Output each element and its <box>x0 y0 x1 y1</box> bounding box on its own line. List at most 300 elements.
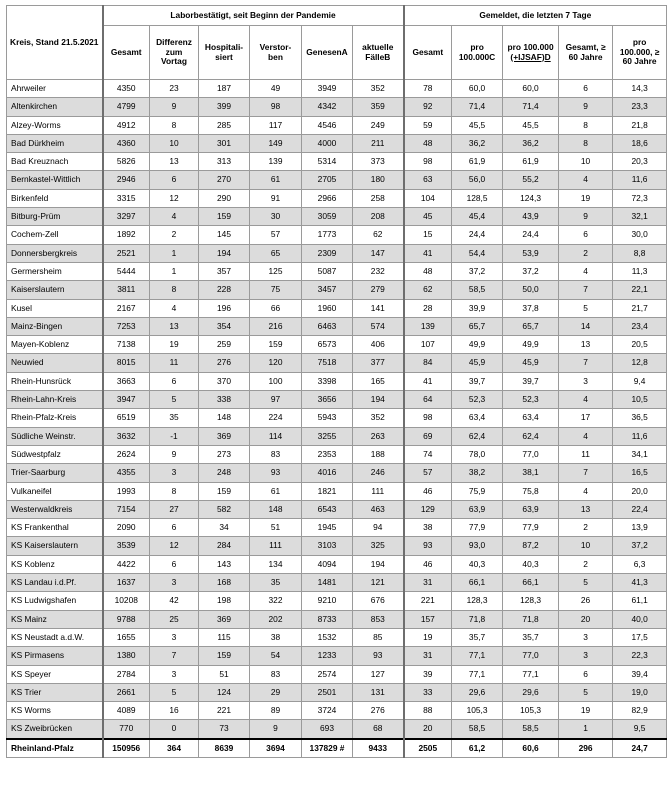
col-header-differenz: Differenz zum Vortag <box>150 26 199 80</box>
cell-genesen: 4000 <box>302 134 353 152</box>
col-header-pro-100k-ijsaf-line2: (+IJSAF)D <box>510 51 551 62</box>
cell-pro-100k: 37,2 <box>452 262 503 280</box>
cell-genesen: 4342 <box>302 98 353 116</box>
col-header-pro-100k-ijsaf-line1: pro 100.000 <box>507 41 554 52</box>
cell-pro-100k: 56,0 <box>452 171 503 189</box>
cell-verstorben: 134 <box>250 555 302 573</box>
total-differenz: 364 <box>150 739 199 758</box>
cell-gesamt-60: 19 <box>559 702 613 720</box>
cell-pro-100k-ijsaf: 50,0 <box>503 281 559 299</box>
cell-pro-100k: 71,4 <box>452 98 503 116</box>
cell-kreis-name: KS Trier <box>7 683 103 701</box>
cell-aktuelle-faelle: 463 <box>353 500 404 518</box>
covid-district-table <box>6 5 667 758</box>
table-row <box>7 391 667 409</box>
cell-7d-gesamt: 46 <box>404 482 452 500</box>
cell-pro-100k-ijsaf: 77,1 <box>503 665 559 683</box>
cell-7d-gesamt: 45 <box>404 208 452 226</box>
cell-7d-gesamt: 41 <box>404 244 452 262</box>
cell-hospitalisiert: 51 <box>199 665 250 683</box>
col-header-hospitalisiert: Hospitali-siert <box>199 26 250 80</box>
cell-gesamt: 3811 <box>103 281 150 299</box>
table-row <box>7 628 667 646</box>
cell-pro-100k: 29,6 <box>452 683 503 701</box>
total-verstorben: 3694 <box>250 739 302 758</box>
cell-kreis-name: Vulkaneifel <box>7 482 103 500</box>
cell-hospitalisiert: 357 <box>199 262 250 280</box>
cell-aktuelle-faelle: 246 <box>353 464 404 482</box>
cell-gesamt: 4355 <box>103 464 150 482</box>
cell-gesamt-60: 6 <box>559 226 613 244</box>
cell-pro-100k-60: 36,5 <box>613 409 667 427</box>
cell-pro-100k: 35,7 <box>452 628 503 646</box>
cell-differenz: 19 <box>150 336 199 354</box>
cell-pro-100k-60: 17,5 <box>613 628 667 646</box>
cell-aktuelle-faelle: 111 <box>353 482 404 500</box>
cell-pro-100k-ijsaf: 49,9 <box>503 336 559 354</box>
cell-pro-100k-ijsaf: 62,4 <box>503 427 559 445</box>
cell-genesen: 5087 <box>302 262 353 280</box>
cell-aktuelle-faelle: 131 <box>353 683 404 701</box>
cell-gesamt: 3315 <box>103 189 150 207</box>
col-header-gesamt: Gesamt <box>103 26 150 80</box>
cell-differenz: 12 <box>150 189 199 207</box>
cell-7d-gesamt: 41 <box>404 372 452 390</box>
col-header-genesen: GenesenA <box>302 26 353 80</box>
cell-aktuelle-faelle: 68 <box>353 720 404 739</box>
cell-hospitalisiert: 159 <box>199 208 250 226</box>
cell-pro-100k-ijsaf: 61,9 <box>503 153 559 171</box>
cell-verstorben: 51 <box>250 519 302 537</box>
cell-pro-100k: 65,7 <box>452 317 503 335</box>
table-row <box>7 445 667 463</box>
cell-kreis-name: KS Ludwigshafen <box>7 592 103 610</box>
cell-pro-100k-60: 21,7 <box>613 299 667 317</box>
cell-pro-100k-60: 37,2 <box>613 537 667 555</box>
cell-gesamt-60: 4 <box>559 171 613 189</box>
cell-pro-100k: 62,4 <box>452 427 503 445</box>
cell-hospitalisiert: 399 <box>199 98 250 116</box>
cell-kreis-name: Trier-Saarburg <box>7 464 103 482</box>
cell-differenz: 13 <box>150 153 199 171</box>
cell-7d-gesamt: 48 <box>404 262 452 280</box>
cell-pro-100k-60: 39,4 <box>613 665 667 683</box>
cell-gesamt: 2521 <box>103 244 150 262</box>
cell-verstorben: 111 <box>250 537 302 555</box>
cell-gesamt: 2090 <box>103 519 150 537</box>
cell-7d-gesamt: 19 <box>404 628 452 646</box>
cell-7d-gesamt: 139 <box>404 317 452 335</box>
cell-7d-gesamt: 46 <box>404 555 452 573</box>
cell-aktuelle-faelle: 94 <box>353 519 404 537</box>
cell-pro-100k: 60,0 <box>452 80 503 98</box>
cell-7d-gesamt: 20 <box>404 720 452 739</box>
cell-pro-100k-ijsaf: 40,3 <box>503 555 559 573</box>
cell-gesamt-60: 19 <box>559 189 613 207</box>
cell-7d-gesamt: 28 <box>404 299 452 317</box>
cell-aktuelle-faelle: 279 <box>353 281 404 299</box>
cell-hospitalisiert: 198 <box>199 592 250 610</box>
cell-gesamt: 1637 <box>103 574 150 592</box>
cell-7d-gesamt: 98 <box>404 153 452 171</box>
cell-pro-100k: 49,9 <box>452 336 503 354</box>
cell-verstorben: 120 <box>250 354 302 372</box>
cell-hospitalisiert: 115 <box>199 628 250 646</box>
cell-pro-100k-60: 61,1 <box>613 592 667 610</box>
table-row <box>7 116 667 134</box>
cell-pro-100k: 128,5 <box>452 189 503 207</box>
cell-7d-gesamt: 88 <box>404 702 452 720</box>
cell-differenz: 27 <box>150 500 199 518</box>
cell-gesamt-60: 8 <box>559 134 613 152</box>
cell-aktuelle-faelle: 676 <box>353 592 404 610</box>
cell-genesen: 3059 <box>302 208 353 226</box>
cell-7d-gesamt: 57 <box>404 464 452 482</box>
cell-gesamt: 4799 <box>103 98 150 116</box>
cell-hospitalisiert: 370 <box>199 372 250 390</box>
cell-pro-100k: 40,3 <box>452 555 503 573</box>
cell-aktuelle-faelle: 188 <box>353 445 404 463</box>
covid-table-document <box>6 5 666 758</box>
cell-gesamt-60: 7 <box>559 354 613 372</box>
cell-7d-gesamt: 59 <box>404 116 452 134</box>
table-row <box>7 317 667 335</box>
total-pro-100k-60: 24,7 <box>613 739 667 758</box>
cell-pro-100k-ijsaf: 71,8 <box>503 610 559 628</box>
cell-gesamt-60: 5 <box>559 574 613 592</box>
cell-7d-gesamt: 69 <box>404 427 452 445</box>
cell-verstorben: 83 <box>250 445 302 463</box>
cell-pro-100k-60: 19,0 <box>613 683 667 701</box>
cell-pro-100k-60: 23,4 <box>613 317 667 335</box>
cell-differenz: 25 <box>150 610 199 628</box>
cell-aktuelle-faelle: 141 <box>353 299 404 317</box>
cell-differenz: 5 <box>150 391 199 409</box>
cell-genesen: 2501 <box>302 683 353 701</box>
cell-kreis-name: Alzey-Worms <box>7 116 103 134</box>
table-row <box>7 647 667 665</box>
cell-7d-gesamt: 78 <box>404 80 452 98</box>
cell-pro-100k-ijsaf: 66,1 <box>503 574 559 592</box>
cell-gesamt-60: 20 <box>559 610 613 628</box>
cell-hospitalisiert: 159 <box>199 647 250 665</box>
cell-aktuelle-faelle: 325 <box>353 537 404 555</box>
cell-pro-100k: 61,9 <box>452 153 503 171</box>
table-body <box>7 80 667 739</box>
cell-genesen: 3949 <box>302 80 353 98</box>
table-row <box>7 592 667 610</box>
cell-7d-gesamt: 33 <box>404 683 452 701</box>
cell-gesamt: 1655 <box>103 628 150 646</box>
total-aktuelle-faelle: 9433 <box>353 739 404 758</box>
table-row <box>7 262 667 280</box>
cell-pro-100k-60: 6,3 <box>613 555 667 573</box>
cell-gesamt-60: 2 <box>559 244 613 262</box>
col-header-7d-gesamt: Gesamt <box>404 26 452 80</box>
cell-aktuelle-faelle: 352 <box>353 80 404 98</box>
cell-gesamt: 4089 <box>103 702 150 720</box>
cell-pro-100k-ijsaf: 65,7 <box>503 317 559 335</box>
cell-pro-100k-60: 41,3 <box>613 574 667 592</box>
cell-pro-100k: 45,5 <box>452 116 503 134</box>
cell-pro-100k: 71,8 <box>452 610 503 628</box>
cell-pro-100k-60: 20,5 <box>613 336 667 354</box>
cell-hospitalisiert: 285 <box>199 116 250 134</box>
cell-kreis-name: KS Zweibrücken <box>7 720 103 739</box>
total-7d-gesamt: 2505 <box>404 739 452 758</box>
cell-pro-100k-60: 11,6 <box>613 427 667 445</box>
cell-kreis-name: Rhein-Lahn-Kreis <box>7 391 103 409</box>
cell-hospitalisiert: 73 <box>199 720 250 739</box>
cell-gesamt-60: 7 <box>559 464 613 482</box>
cell-pro-100k-ijsaf: 75,8 <box>503 482 559 500</box>
table-row <box>7 683 667 701</box>
cell-gesamt-60: 26 <box>559 592 613 610</box>
cell-pro-100k-ijsaf: 63,4 <box>503 409 559 427</box>
cell-pro-100k: 38,2 <box>452 464 503 482</box>
cell-genesen: 4016 <box>302 464 353 482</box>
col-header-aktuelle-faelle: aktuelle FälleB <box>353 26 404 80</box>
cell-genesen: 3724 <box>302 702 353 720</box>
cell-aktuelle-faelle: 406 <box>353 336 404 354</box>
cell-aktuelle-faelle: 194 <box>353 391 404 409</box>
cell-gesamt: 770 <box>103 720 150 739</box>
cell-pro-100k-60: 16,5 <box>613 464 667 482</box>
cell-pro-100k-ijsaf: 52,3 <box>503 391 559 409</box>
cell-pro-100k-ijsaf: 77,9 <box>503 519 559 537</box>
cell-gesamt: 2784 <box>103 665 150 683</box>
cell-kreis-name: Bad Kreuznach <box>7 153 103 171</box>
cell-genesen: 1233 <box>302 647 353 665</box>
table-row <box>7 134 667 152</box>
cell-7d-gesamt: 39 <box>404 665 452 683</box>
cell-hospitalisiert: 148 <box>199 409 250 427</box>
cell-7d-gesamt: 38 <box>404 519 452 537</box>
cell-kreis-name: Westerwaldkreis <box>7 500 103 518</box>
cell-aktuelle-faelle: 147 <box>353 244 404 262</box>
cell-kreis-name: Germersheim <box>7 262 103 280</box>
cell-aktuelle-faelle: 853 <box>353 610 404 628</box>
cell-genesen: 8733 <box>302 610 353 628</box>
cell-kreis-name: Mainz-Bingen <box>7 317 103 335</box>
cell-verstorben: 61 <box>250 482 302 500</box>
total-name: Rheinland-Pfalz <box>7 739 103 758</box>
total-genesen: 137829 # <box>302 739 353 758</box>
cell-pro-100k: 39,9 <box>452 299 503 317</box>
cell-kreis-name: Kaiserslautern <box>7 281 103 299</box>
cell-gesamt: 4912 <box>103 116 150 134</box>
cell-genesen: 1532 <box>302 628 353 646</box>
table-row <box>7 720 667 739</box>
cell-verstorben: 125 <box>250 262 302 280</box>
cell-hospitalisiert: 284 <box>199 537 250 555</box>
cell-kreis-name: KS Frankenthal <box>7 519 103 537</box>
cell-pro-100k-ijsaf: 63,9 <box>503 500 559 518</box>
cell-gesamt: 7138 <box>103 336 150 354</box>
cell-kreis-name: KS Pirmasens <box>7 647 103 665</box>
cell-pro-100k-60: 11,3 <box>613 262 667 280</box>
cell-pro-100k-60: 34,1 <box>613 445 667 463</box>
cell-gesamt-60: 17 <box>559 409 613 427</box>
cell-pro-100k-ijsaf: 124,3 <box>503 189 559 207</box>
cell-pro-100k-60: 32,1 <box>613 208 667 226</box>
cell-aktuelle-faelle: 359 <box>353 98 404 116</box>
cell-7d-gesamt: 92 <box>404 98 452 116</box>
total-pro-100k: 61,2 <box>452 739 503 758</box>
table-row <box>7 281 667 299</box>
cell-gesamt: 3297 <box>103 208 150 226</box>
cell-pro-100k-ijsaf: 60,0 <box>503 80 559 98</box>
cell-pro-100k-ijsaf: 38,1 <box>503 464 559 482</box>
cell-differenz: 3 <box>150 574 199 592</box>
cell-pro-100k-60: 30,0 <box>613 226 667 244</box>
cell-differenz: 8 <box>150 482 199 500</box>
cell-differenz: 8 <box>150 116 199 134</box>
cell-gesamt-60: 6 <box>559 665 613 683</box>
cell-aktuelle-faelle: 180 <box>353 171 404 189</box>
table-row <box>7 372 667 390</box>
cell-hospitalisiert: 124 <box>199 683 250 701</box>
table-row <box>7 427 667 445</box>
cell-differenz: 10 <box>150 134 199 152</box>
cell-differenz: 6 <box>150 555 199 573</box>
cell-pro-100k: 39,7 <box>452 372 503 390</box>
cell-aktuelle-faelle: 373 <box>353 153 404 171</box>
cell-7d-gesamt: 63 <box>404 171 452 189</box>
cell-aktuelle-faelle: 249 <box>353 116 404 134</box>
col-header-pro-100k-line2: 100.000C <box>458 51 496 62</box>
cell-differenz: 0 <box>150 720 199 739</box>
cell-kreis-name: Kusel <box>7 299 103 317</box>
cell-hospitalisiert: 273 <box>199 445 250 463</box>
cell-pro-100k-60: 82,9 <box>613 702 667 720</box>
group-header-lab-confirmed: Laborbestätigt, seit Beginn der Pandemie <box>103 6 404 26</box>
cell-kreis-name: Bernkastel-Wittlich <box>7 171 103 189</box>
cell-pro-100k: 105,3 <box>452 702 503 720</box>
cell-kreis-name: Rhein-Hunsrück <box>7 372 103 390</box>
cell-kreis-name: KS Kaiserslautern <box>7 537 103 555</box>
cell-pro-100k: 75,9 <box>452 482 503 500</box>
cell-pro-100k-ijsaf: 77,0 <box>503 647 559 665</box>
cell-pro-100k-ijsaf: 35,7 <box>503 628 559 646</box>
cell-pro-100k-60: 9,4 <box>613 372 667 390</box>
cell-7d-gesamt: 221 <box>404 592 452 610</box>
cell-hospitalisiert: 228 <box>199 281 250 299</box>
cell-hospitalisiert: 194 <box>199 244 250 262</box>
cell-pro-100k-ijsaf: 37,8 <box>503 299 559 317</box>
cell-pro-100k-ijsaf: 71,4 <box>503 98 559 116</box>
cell-7d-gesamt: 74 <box>404 445 452 463</box>
cell-gesamt: 4360 <box>103 134 150 152</box>
table-row <box>7 555 667 573</box>
cell-differenz: 5 <box>150 683 199 701</box>
cell-genesen: 4546 <box>302 116 353 134</box>
table-row <box>7 153 667 171</box>
cell-gesamt-60: 6 <box>559 80 613 98</box>
cell-kreis-name: Altenkirchen <box>7 98 103 116</box>
cell-pro-100k-60: 10,5 <box>613 391 667 409</box>
cell-7d-gesamt: 31 <box>404 574 452 592</box>
col-header-pro-100k-60: pro 100.000, ≥ 60 Jahre <box>613 26 667 80</box>
cell-pro-100k-ijsaf: 105,3 <box>503 702 559 720</box>
cell-aktuelle-faelle: 258 <box>353 189 404 207</box>
cell-differenz: 12 <box>150 537 199 555</box>
cell-kreis-name: KS Worms <box>7 702 103 720</box>
cell-hospitalisiert: 582 <box>199 500 250 518</box>
cell-genesen: 5943 <box>302 409 353 427</box>
cell-differenz: 42 <box>150 592 199 610</box>
cell-verstorben: 89 <box>250 702 302 720</box>
cell-gesamt-60: 2 <box>559 555 613 573</box>
cell-pro-100k-ijsaf: 24,4 <box>503 226 559 244</box>
table-row <box>7 80 667 98</box>
cell-verstorben: 148 <box>250 500 302 518</box>
table-row <box>7 409 667 427</box>
col-header-verstorben: Verstor-ben <box>250 26 302 80</box>
cell-pro-100k: 77,9 <box>452 519 503 537</box>
cell-verstorben: 149 <box>250 134 302 152</box>
cell-gesamt-60: 3 <box>559 647 613 665</box>
cell-verstorben: 97 <box>250 391 302 409</box>
cell-genesen: 3103 <box>302 537 353 555</box>
cell-gesamt: 1892 <box>103 226 150 244</box>
cell-pro-100k-60: 72,3 <box>613 189 667 207</box>
group-header-last-7-days: Gemeldet, die letzten 7 Tage <box>404 6 667 26</box>
cell-pro-100k: 93,0 <box>452 537 503 555</box>
cell-gesamt-60: 2 <box>559 519 613 537</box>
cell-pro-100k-60: 12,8 <box>613 354 667 372</box>
cell-pro-100k-ijsaf: 37,2 <box>503 262 559 280</box>
table-row <box>7 574 667 592</box>
cell-aktuelle-faelle: 211 <box>353 134 404 152</box>
cell-hospitalisiert: 221 <box>199 702 250 720</box>
table-row <box>7 189 667 207</box>
cell-genesen: 1945 <box>302 519 353 537</box>
cell-aktuelle-faelle: 574 <box>353 317 404 335</box>
cell-pro-100k-ijsaf: 87,2 <box>503 537 559 555</box>
cell-verstorben: 139 <box>250 153 302 171</box>
cell-kreis-name: Bad Dürkheim <box>7 134 103 152</box>
cell-genesen: 1773 <box>302 226 353 244</box>
cell-genesen: 3457 <box>302 281 353 299</box>
cell-pro-100k: 52,3 <box>452 391 503 409</box>
cell-hospitalisiert: 145 <box>199 226 250 244</box>
cell-pro-100k-ijsaf: 77,0 <box>503 445 559 463</box>
cell-kreis-name: Bitburg-Prüm <box>7 208 103 226</box>
cell-gesamt: 2946 <box>103 171 150 189</box>
cell-pro-100k-ijsaf: 55,2 <box>503 171 559 189</box>
cell-verstorben: 83 <box>250 665 302 683</box>
cell-gesamt: 9788 <box>103 610 150 628</box>
cell-kreis-name: Cochem-Zell <box>7 226 103 244</box>
cell-gesamt: 10208 <box>103 592 150 610</box>
cell-7d-gesamt: 31 <box>404 647 452 665</box>
cell-pro-100k: 36,2 <box>452 134 503 152</box>
cell-pro-100k: 45,9 <box>452 354 503 372</box>
cell-pro-100k: 63,4 <box>452 409 503 427</box>
cell-pro-100k-60: 23,3 <box>613 98 667 116</box>
cell-gesamt: 4350 <box>103 80 150 98</box>
cell-genesen: 2353 <box>302 445 353 463</box>
cell-verstorben: 54 <box>250 647 302 665</box>
cell-verstorben: 114 <box>250 427 302 445</box>
cell-gesamt: 4422 <box>103 555 150 573</box>
table-row <box>7 226 667 244</box>
cell-differenz: 9 <box>150 445 199 463</box>
cell-pro-100k-60: 21,8 <box>613 116 667 134</box>
cell-pro-100k-ijsaf: 39,7 <box>503 372 559 390</box>
cell-kreis-name: Südliche Weinstr. <box>7 427 103 445</box>
